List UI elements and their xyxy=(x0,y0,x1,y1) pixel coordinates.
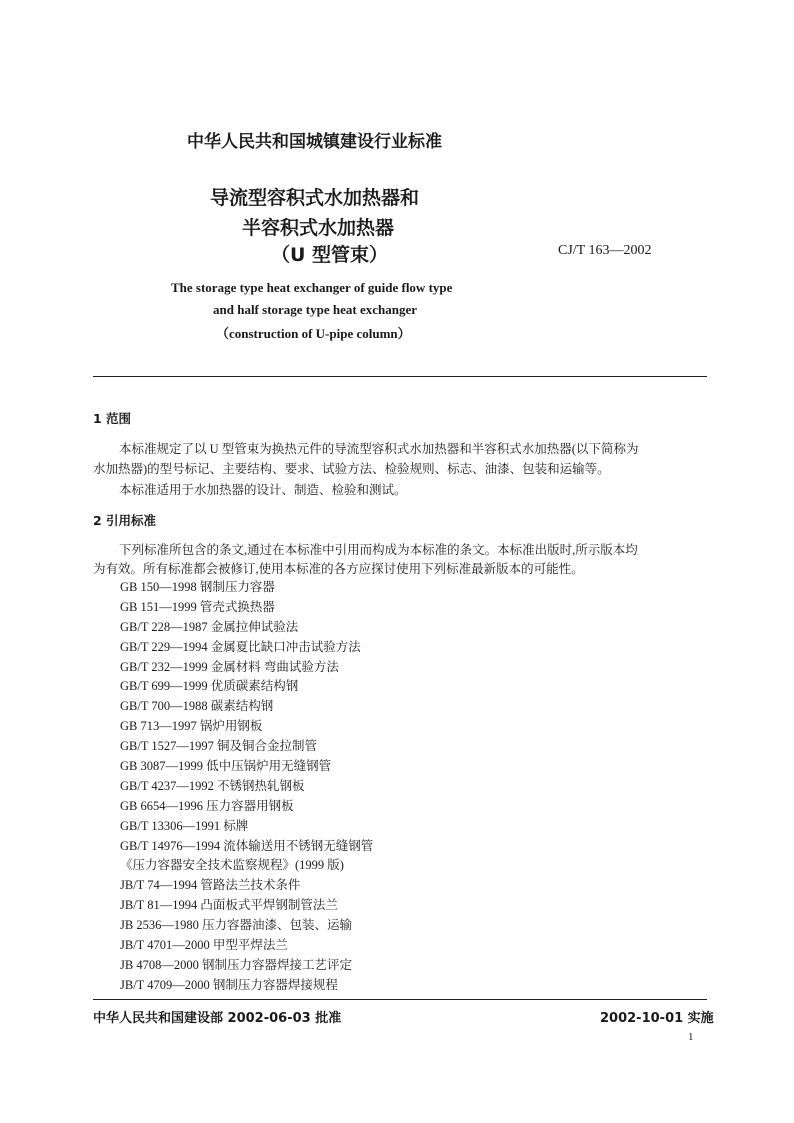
reference-item: GB/T 699—1999 优质碳素结构钢 xyxy=(120,679,299,694)
reference-item: 《压力容器安全技术监察规程》(1999 版) xyxy=(120,858,344,873)
reference-item: GB/T 229—1994 金属夏比缺口冲击试验方法 xyxy=(120,639,361,654)
reference-item: GB/T 1527—1997 铜及铜合金拉制管 xyxy=(120,739,317,754)
reference-item: GB 151—1999 管壳式换热器 xyxy=(120,599,275,614)
section-2-heading: 2 引用标准 xyxy=(93,513,157,528)
title-line-2: 半容积式水加热器 xyxy=(242,217,395,239)
reference-item: GB/T 14976—1994 流体输送用不锈钢无缝钢管 xyxy=(120,838,374,853)
reference-item: JB/T 81—1994 凸面板式平焊钢制管法兰 xyxy=(120,898,338,913)
reference-item: GB 6654—1996 压力容器用钢板 xyxy=(120,798,294,813)
reference-item: JB/T 4701—2000 甲型平焊法兰 xyxy=(120,938,288,953)
reference-item: GB/T 700—1988 碳素结构钢 xyxy=(120,699,274,714)
page-number: 1 xyxy=(688,1031,694,1043)
english-title-line-3: （construction of U-pipe column） xyxy=(216,326,411,341)
section-2-para-line-1: 下列标准所包含的条文,通过在本标准中引用而构成为本标准的条文。本标准出版时,所示版本均 xyxy=(119,543,638,557)
reference-item: JB/T 74—1994 管路法兰技术条件 xyxy=(120,878,301,893)
section-1-para-1-line-1: 本标准规定了以 U 型管束为换热元件的导流型容积式水加热器和半容积式水加热器(以下简称为 xyxy=(119,442,639,456)
section-2-para-line-2: 为有效。所有标准都会被修订,使用本标准的各方应探讨使用下列标准最新版本的可能性。 xyxy=(93,562,584,576)
reference-item: GB 3087—1999 低中压锅炉用无缝钢管 xyxy=(120,759,332,774)
top-divider xyxy=(93,376,707,377)
reference-item: JB 2536—1980 压力容器油漆、包装、运输 xyxy=(120,918,352,933)
standard-code: CJ/T 163—2002 xyxy=(558,243,652,258)
approval-date: 中华人民共和国建设部 2002-06-03 批准 xyxy=(93,1011,342,1026)
title-line-3: （U 型管束） xyxy=(271,244,389,266)
reference-item: GB/T 228—1987 金属拉伸试验法 xyxy=(120,619,299,634)
section-1-para-2: 本标准适用于水加热器的设计、制造、检验和测试。 xyxy=(119,483,407,497)
reference-item: JB/T 4709—2000 钢制压力容器焊接规程 xyxy=(120,977,338,992)
section-1-para-1-line-2: 水加热器)的型号标记、主要结构、要求、试验方法、检验规则、标志、油漆、包装和运输等。 xyxy=(93,462,610,476)
title-line-1: 导流型容积式水加热器和 xyxy=(210,187,420,209)
reference-item: GB/T 4237—1992 不锈钢热轧钢板 xyxy=(120,778,305,793)
reference-item: GB/T 13306—1991 标牌 xyxy=(120,818,249,833)
reference-item: GB 713—1997 锅炉用钢板 xyxy=(120,719,263,734)
footer-divider xyxy=(93,999,707,1000)
reference-item: GB/T 232—1999 金属材料 弯曲试验方法 xyxy=(120,659,339,674)
issuer-line: 中华人民共和国城镇建设行业标准 xyxy=(187,132,442,152)
section-1-heading: 1 范围 xyxy=(93,411,132,426)
reference-item: JB 4708—2000 钢制压力容器焊接工艺评定 xyxy=(120,957,352,972)
english-title-line-1: The storage type heat exchanger of guide flow type xyxy=(171,280,453,295)
reference-list xyxy=(120,578,373,996)
effective-date: 2002-10-01 实施 xyxy=(600,1011,714,1026)
english-title-line-2: and half storage type heat exchanger xyxy=(213,302,418,317)
reference-item: GB 150—1998 钢制压力容器 xyxy=(120,580,275,594)
